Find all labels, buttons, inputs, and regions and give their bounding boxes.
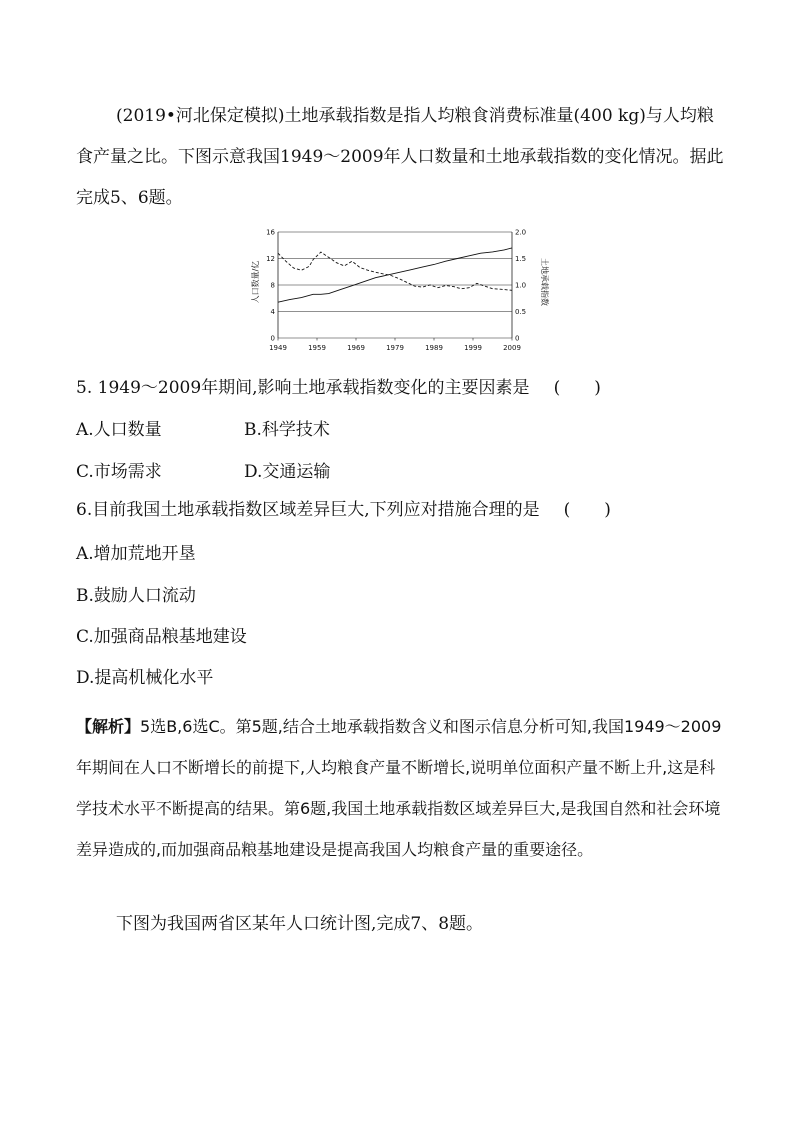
y-tick-label-left: 12: [266, 255, 275, 263]
y-tick-label-left: 4: [270, 308, 275, 316]
analysis-text: 5选B,6选C。第5题,结合土地承载指数含义和图示信息分析可知,我国1949～2009年期间在人口不断增长的前提下,人均粮食产量不断增长,说明单位面积产量不断上升,这是科学技术水平不断提高的结果。第6题,我国土地承载指数区域差异巨大,是我国自然和社会环境差异造成的,而加强商品粮基地建设是提高我国人均粮食产量的重要途径。: [76, 717, 722, 859]
chart-grid: [278, 232, 512, 338]
answer-blank: ( ): [563, 500, 611, 520]
y-tick-label-left: 16: [266, 228, 275, 237]
x-tick-label: 2009: [503, 344, 521, 352]
y-tick-label-right: 0.5: [515, 308, 527, 316]
y-tick-label-right: 2.0: [515, 228, 527, 237]
question-6: [76, 498, 611, 522]
option-5b[interactable]: B.科学技术: [244, 420, 330, 440]
x-tick-label: 1969: [347, 344, 365, 352]
carrying-index-line: [278, 252, 512, 290]
option-5a[interactable]: A.人口数量: [76, 420, 162, 440]
option-5c[interactable]: C.市场需求: [76, 462, 162, 482]
option-5d[interactable]: D.交通运输: [244, 462, 331, 482]
y-tick-label-left: 0: [270, 334, 275, 343]
chart-series: [278, 248, 512, 302]
x-tick-label: 1959: [308, 344, 326, 352]
x-tick-label: 1979: [386, 344, 404, 352]
option-6c[interactable]: C.加强商品粮基地建设: [76, 627, 247, 647]
y-tick-label-left: 8: [270, 281, 275, 290]
y-axis-label-right: 土地承载指数: [540, 258, 549, 306]
population-line: [278, 248, 512, 302]
option-6d[interactable]: D.提高机械化水平: [76, 668, 214, 688]
option-6b[interactable]: B.鼓励人口流动: [76, 586, 196, 606]
question-6-stem: 6.目前我国土地承载指数区域差异巨大,下列应对措施合理的是: [76, 500, 540, 520]
y-tick-label-right: 1.5: [515, 255, 527, 263]
x-tick-label: 1999: [464, 344, 482, 352]
analysis-label: 【解析】: [76, 717, 141, 736]
intro-paragraph: (2019•河北保定模拟)土地承载指数是指人均粮食消费标准量(400 kg)与人均粮食产量之比。下图示意我国1949～2009年人口数量和土地承载指数的变化情况。据此完成5、6题。: [76, 106, 724, 208]
question-5-stem: 5. 1949～2009年期间,影响土地承载指数变化的主要因素是: [76, 378, 530, 398]
option-6a[interactable]: A.增加荒地开垦: [76, 544, 196, 564]
y-axis-label-left: 人口数量/亿: [251, 260, 260, 304]
chart-axes: [266, 229, 526, 353]
y-tick-label-right: 1.0: [515, 281, 527, 290]
x-tick-label: 1949: [269, 344, 287, 352]
analysis-paragraph: [76, 706, 726, 870]
x-tick-label: 1989: [425, 344, 443, 352]
next-intro-paragraph: 下图为我国两省区某年人口统计图,完成7、8题。: [116, 914, 484, 934]
population-carrying-index-chart: [251, 224, 549, 362]
answer-blank: ( ): [553, 378, 601, 398]
question-5: [76, 376, 601, 400]
y-tick-label-right: 0: [515, 334, 520, 343]
